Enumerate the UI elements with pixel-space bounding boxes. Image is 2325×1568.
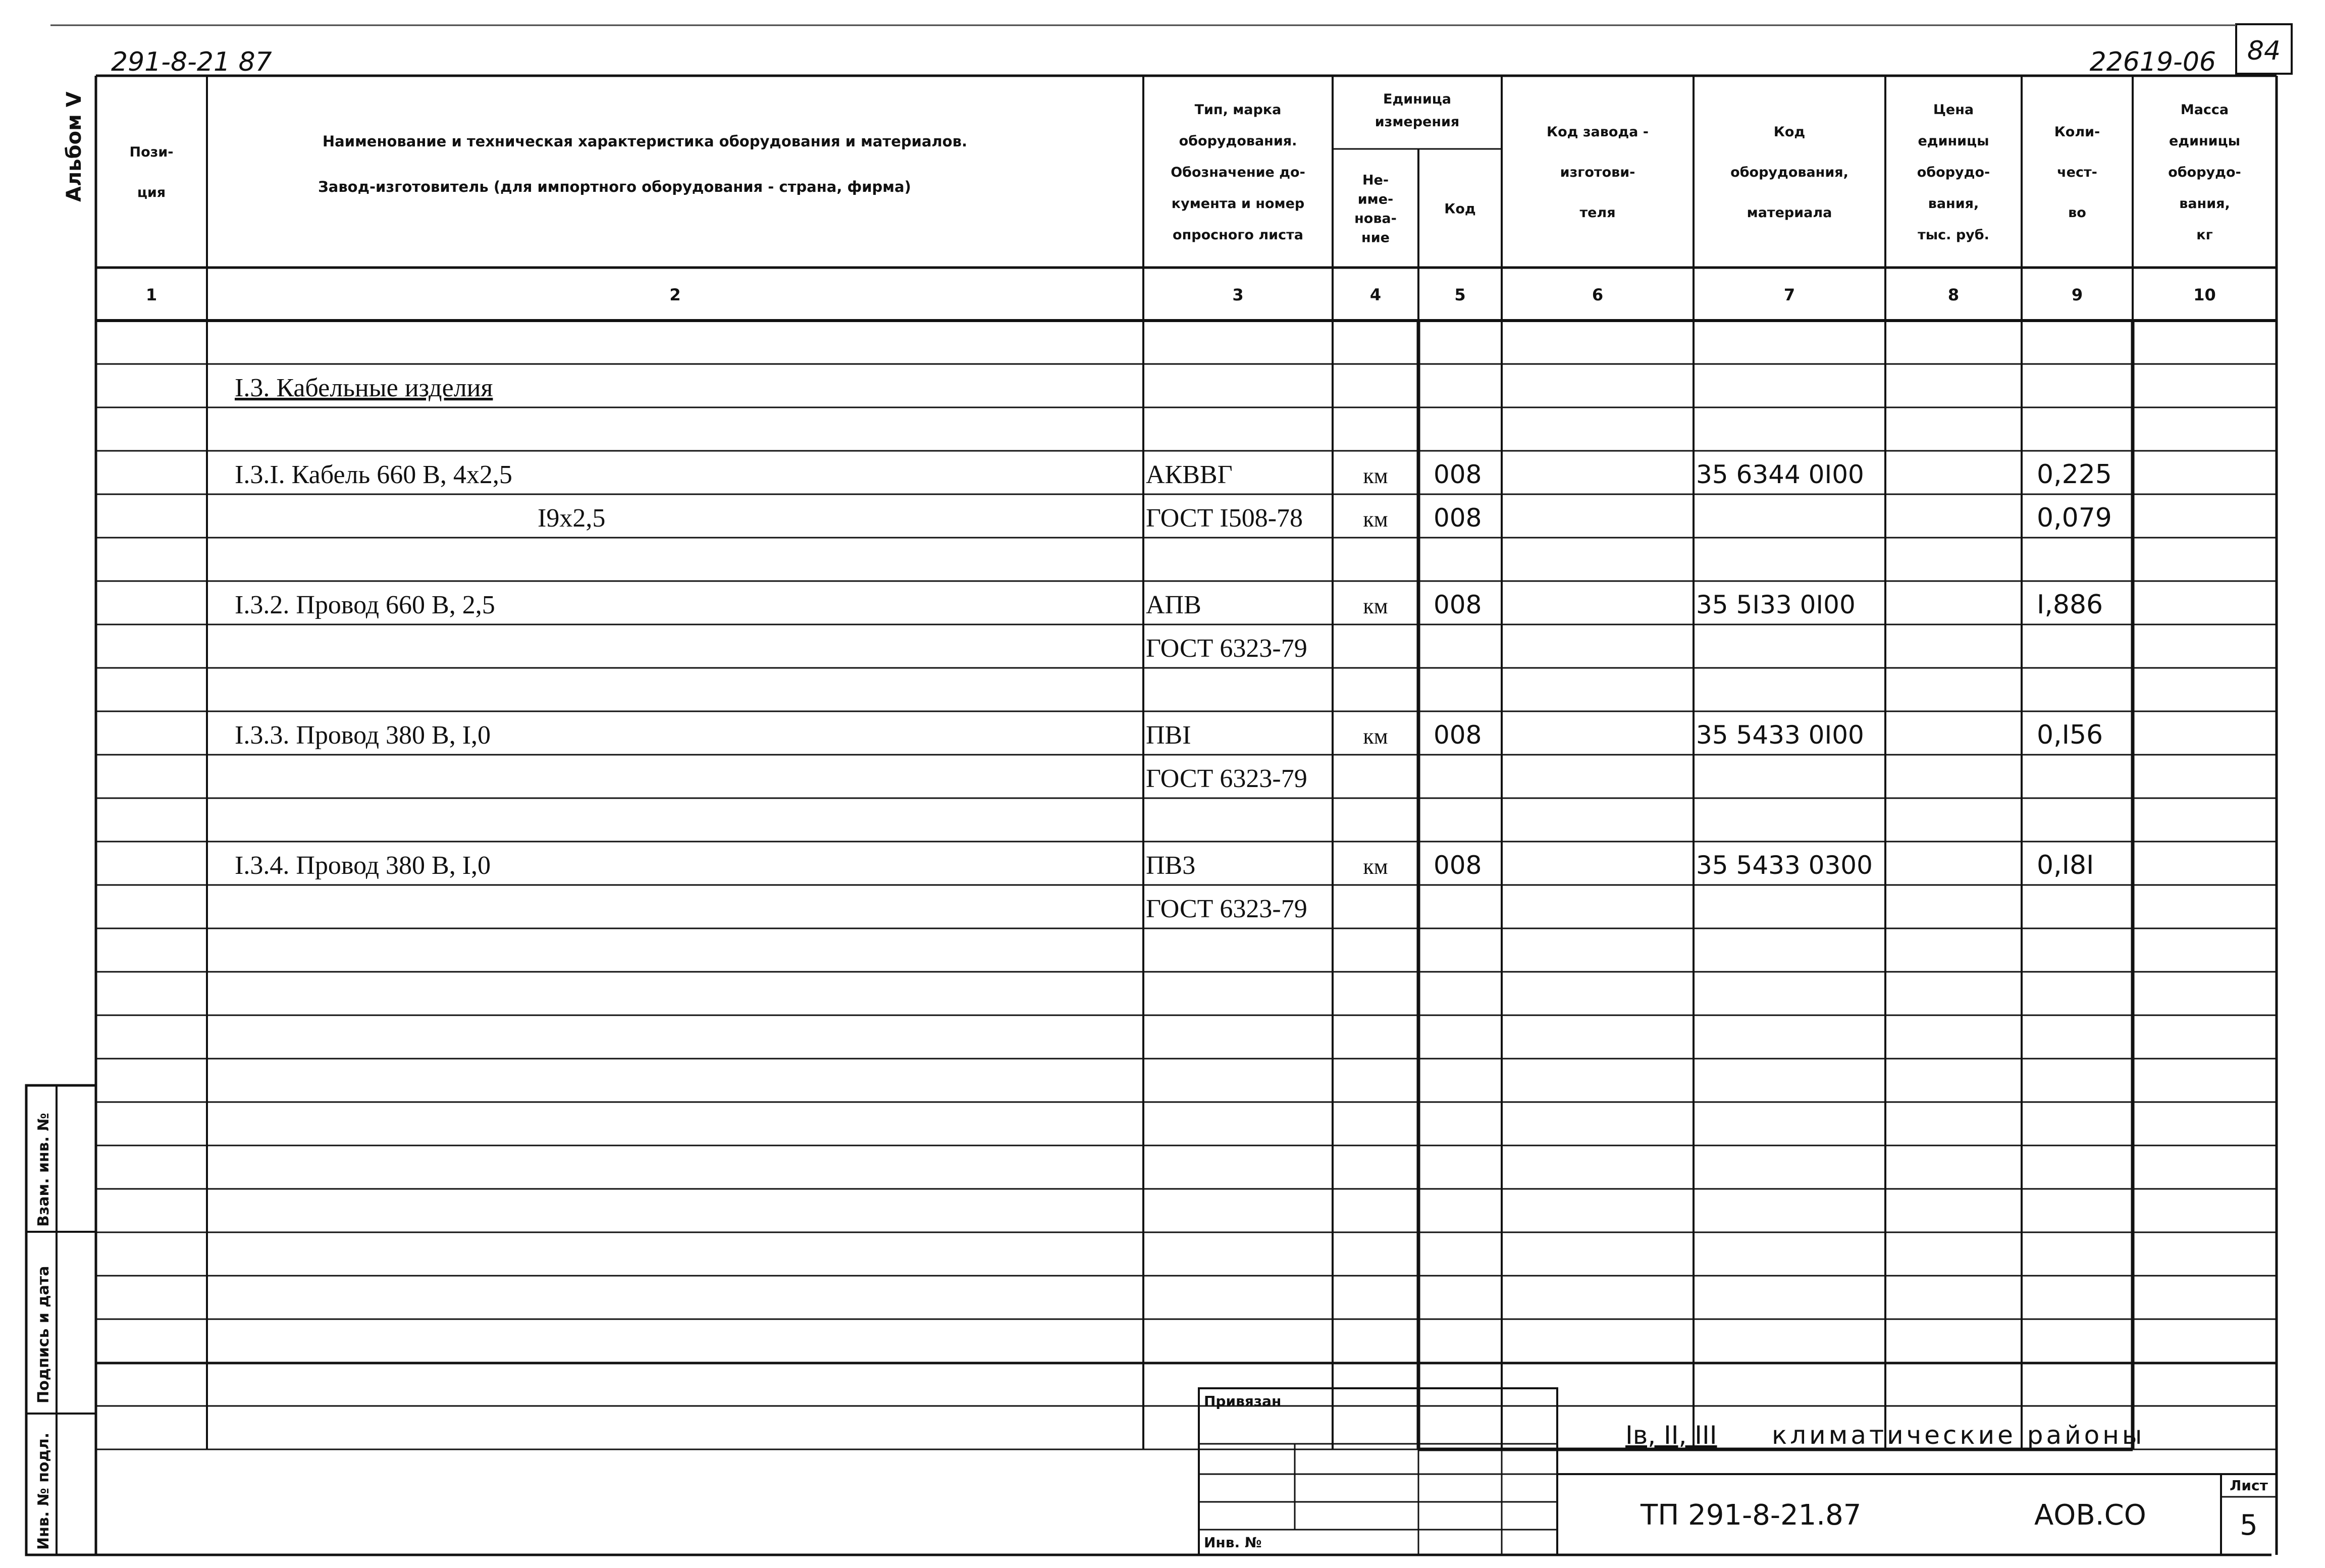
inv-no-label: Инв. № (1204, 1534, 1262, 1551)
climate-text: климатические районы (1772, 1421, 2145, 1450)
column-title: тыс. руб. (1918, 227, 1989, 243)
item-type: ГОСТ 6323-79 (1146, 895, 1307, 923)
item-material-code: 35 5433 0I00 (1696, 720, 1864, 750)
column-title: Код (1444, 201, 1476, 217)
item-unit: км (1363, 854, 1388, 879)
column-number: 7 (1783, 285, 1795, 304)
column-title: кг (2196, 227, 2213, 243)
item-quantity: 0,I56 (2037, 720, 2103, 750)
column-title: опросного листа (1173, 227, 1303, 243)
item-name: I.3.2. Провод 660 В, 2,5 (235, 591, 495, 619)
side-stamp (26, 1085, 96, 1555)
column-number: 4 (1369, 285, 1382, 304)
column-title: оборудования, (1730, 165, 1848, 180)
section-heading: I.3. Кабельные изделия (235, 374, 493, 402)
specification-table (96, 76, 2277, 1449)
item-unit-code: 008 (1434, 590, 1482, 619)
item-name: I.3.4. Провод 380 В, I,0 (235, 851, 491, 880)
column-title: кумента и номер (1171, 196, 1305, 212)
item-type: ГОСТ 6323-79 (1146, 764, 1307, 793)
column-title: ция (137, 185, 166, 200)
unit-group-title: Единица (1383, 91, 1451, 107)
item-unit: км (1363, 463, 1388, 488)
item-quantity: 0,079 (2037, 503, 2112, 533)
stamp-podpis-data: Подпись и дата (35, 1266, 52, 1403)
stamp-inv-podl: Инв. № подл. (35, 1432, 52, 1550)
doc-code: АОВ.СО (2034, 1499, 2146, 1532)
column-title: Масса (2180, 102, 2229, 118)
item-quantity: 0,I8I (2037, 850, 2094, 880)
item-type: ПВI (1146, 721, 1191, 750)
top-right-code: 22619-06 (2089, 47, 2216, 77)
item-unit-code: 008 (1434, 851, 1482, 880)
item-unit: км (1363, 507, 1388, 532)
item-material-code: 35 5433 0300 (1696, 851, 1873, 880)
column-title: Наименование и техническая характеристика оборудования и материалов. (322, 133, 968, 150)
column-number: 10 (2193, 285, 2216, 304)
column-title: Цена (1933, 102, 1974, 118)
column-title: вания, (1928, 196, 1979, 212)
column-title: единицы (2169, 133, 2241, 149)
item-unit: км (1363, 594, 1388, 618)
privyazan-label: Привязан (1204, 1393, 1282, 1409)
column-title: чест- (2057, 165, 2097, 180)
item-name: I.3.3. Провод 380 В, I,0 (235, 721, 491, 750)
column-number: 6 (1592, 285, 1604, 304)
item-type: АПВ (1146, 591, 1201, 619)
column-title: Коли- (2054, 124, 2100, 140)
column-title: нова- (1354, 211, 1397, 227)
stamp-vzam-inv: Взам. инв. № (35, 1113, 52, 1227)
column-title: изготови- (1560, 165, 1635, 180)
column-title: Пози- (129, 144, 174, 160)
item-type: ГОСТ 6323-79 (1146, 634, 1307, 663)
top-left-code: 291-8-21 87 (111, 47, 272, 77)
item-quantity: I,886 (2037, 590, 2103, 620)
item-unit-code: 008 (1434, 460, 1482, 489)
column-title: ние (1361, 230, 1390, 246)
column-title: оборудования. (1179, 133, 1297, 149)
column-number: 1 (145, 285, 157, 304)
item-material-code: 35 6344 0I00 (1696, 460, 1864, 489)
item-quantity: 0,225 (2037, 459, 2112, 490)
page-corner-number: 84 (2247, 36, 2281, 66)
title-block (96, 1363, 2277, 1555)
column-title: Код (1773, 124, 1806, 140)
item-type: ГОСТ I508-78 (1146, 504, 1303, 533)
column-title: име- (1357, 191, 1394, 207)
item-unit: км (1363, 724, 1388, 749)
item-unit-code: 008 (1434, 503, 1482, 533)
climate-prefix: Iв, II, III (1625, 1421, 1717, 1450)
project-code: ТП 291-8-21.87 (1641, 1499, 1862, 1532)
column-number: 3 (1232, 285, 1244, 304)
item-name: I9х2,5 (538, 504, 606, 533)
column-title: Тип, марка (1194, 102, 1282, 118)
sheet-label: Лист (2230, 1477, 2268, 1494)
item-material-code: 35 5I33 0I00 (1696, 590, 1856, 619)
item-type: АКВВГ (1146, 460, 1233, 489)
column-title: вания, (2179, 196, 2230, 212)
column-number: 2 (669, 285, 681, 304)
column-title: оборудо- (1917, 165, 1990, 180)
column-number: 8 (1947, 285, 1960, 304)
item-unit-code: 008 (1434, 720, 1482, 750)
item-name: I.3.I. Кабель 660 В, 4х2,5 (235, 460, 512, 489)
column-number: 9 (2071, 285, 2083, 304)
column-title: Не- (1362, 172, 1389, 188)
column-title: во (2068, 205, 2086, 221)
column-title: теля (1579, 205, 1616, 221)
column-title: Обозначение до- (1171, 165, 1305, 180)
album-label: Альбом V (63, 91, 86, 202)
unit-group-title: измерения (1375, 114, 1460, 130)
item-type: ПВ3 (1146, 851, 1196, 880)
column-title: Код завода - (1547, 124, 1649, 140)
column-number: 5 (1454, 285, 1466, 304)
table-header (130, 91, 2241, 304)
sheet-number: 5 (2240, 1509, 2258, 1542)
column-title: оборудо- (2168, 165, 2241, 180)
column-title: Завод-изготовитель (для импортного оборудования - страна, фирма) (318, 178, 911, 195)
column-title: материала (1747, 205, 1832, 221)
column-title: единицы (1918, 133, 1989, 149)
